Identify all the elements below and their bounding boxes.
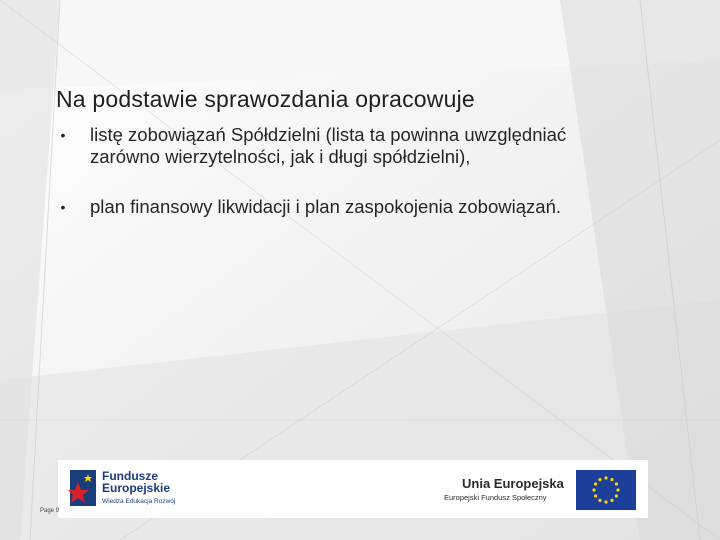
slide-heading: Na podstawie sprawozdania opracowuje — [56, 86, 475, 112]
bullet-text: listę zobowiązań Spółdzielni (lista ta powinna uwzględniać zarówno wierzytelności, jak i długi spółdzielni), — [90, 124, 567, 167]
eu-flag-icon — [576, 470, 636, 510]
bullet-text: plan finansowy likwidacji i plan zaspokojenia zobowiązań. — [90, 196, 561, 217]
bullet-item — [56, 124, 610, 168]
fe-name — [102, 470, 170, 494]
bullet-dot: • — [60, 127, 66, 143]
funding-logo-bar — [58, 460, 648, 518]
fe-line1: Fundusze — [102, 469, 158, 483]
ue-subtitle: Europejski Fundusz Społeczny — [444, 493, 547, 502]
bullet-list — [56, 124, 696, 218]
fundusze-europejskie-logo-icon — [68, 468, 98, 508]
bullet-item — [56, 196, 696, 218]
fe-line2: Europejskie — [102, 481, 171, 495]
bullet-dot: • — [60, 199, 66, 215]
fe-subtitle: Wiedza Edukacja Rozwój — [102, 498, 176, 505]
ue-title: Unia Europejska — [462, 476, 564, 491]
page-number: Page 9 — [40, 508, 60, 514]
